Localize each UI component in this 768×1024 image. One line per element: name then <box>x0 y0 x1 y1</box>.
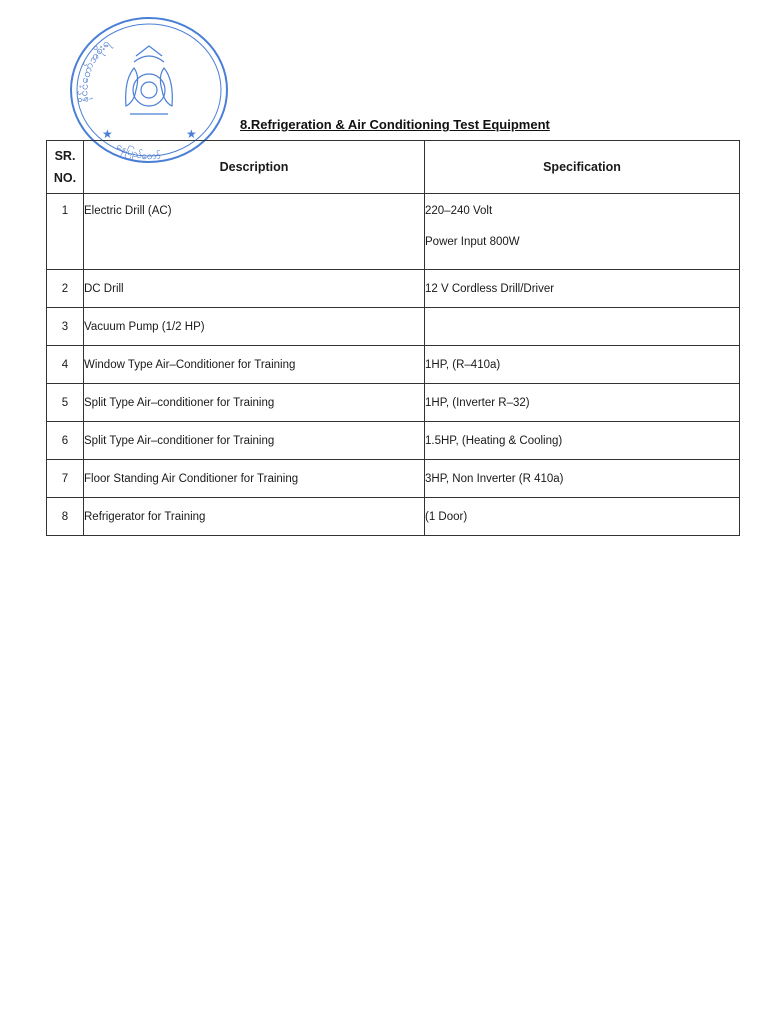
cell-sr-no: 7 <box>47 460 84 498</box>
cell-sr-no: 1 <box>47 194 84 270</box>
cell-description: Vacuum Pump (1/2 HP) <box>84 308 425 346</box>
table-row <box>47 194 740 270</box>
emblem-icon <box>126 46 173 114</box>
star-icon-left: ★ <box>102 127 113 141</box>
header-description: Description <box>84 141 425 194</box>
table-row <box>47 270 740 308</box>
cell-specification: 3HP, Non Inverter (R 410a) <box>425 460 740 498</box>
header-sr-no: SR. NO. <box>47 141 84 194</box>
seal-text-bottom: နေပြည်တော် <box>114 141 161 163</box>
star-icon-right: ★ <box>186 127 197 141</box>
header-specification: Specification <box>425 141 740 194</box>
cell-description: Electric Drill (AC) <box>84 194 425 270</box>
cell-sr-no: 2 <box>47 270 84 308</box>
table-header-row <box>47 141 740 194</box>
equipment-table <box>46 140 740 536</box>
table-row <box>47 422 740 460</box>
cell-sr-no: 3 <box>47 308 84 346</box>
table-row <box>47 308 740 346</box>
cell-sr-no: 8 <box>47 498 84 536</box>
spec-line: Power Input 800W <box>425 236 520 248</box>
spec-line: 220–240 Volt <box>425 205 493 217</box>
cell-description: Floor Standing Air Conditioner for Training <box>84 460 425 498</box>
cell-specification: 1HP, (R–410a) <box>425 346 740 384</box>
cell-description: Split Type Air–conditioner for Training <box>84 384 425 422</box>
seal-text-top: နိုင်ငံတော်အစိုးရ <box>77 36 113 104</box>
cell-specification <box>425 194 740 270</box>
cell-specification: 1HP, (Inverter R–32) <box>425 384 740 422</box>
table-row <box>47 498 740 536</box>
cell-description: DC Drill <box>84 270 425 308</box>
table-row <box>47 384 740 422</box>
cell-specification: 1.5HP, (Heating & Cooling) <box>425 422 740 460</box>
cell-sr-no: 4 <box>47 346 84 384</box>
table-row <box>47 346 740 384</box>
cell-description: Window Type Air–Conditioner for Training <box>84 346 425 384</box>
cell-specification <box>425 308 740 346</box>
cell-sr-no: 5 <box>47 384 84 422</box>
cell-description: Refrigerator for Training <box>84 498 425 536</box>
cell-description: Split Type Air–conditioner for Training <box>84 422 425 460</box>
cell-specification: (1 Door) <box>425 498 740 536</box>
cell-specification: 12 V Cordless Drill/Driver <box>425 270 740 308</box>
cell-sr-no: 6 <box>47 422 84 460</box>
table-row <box>47 460 740 498</box>
page-title: 8.Refrigeration & Air Conditioning Test Equipment <box>240 117 550 132</box>
